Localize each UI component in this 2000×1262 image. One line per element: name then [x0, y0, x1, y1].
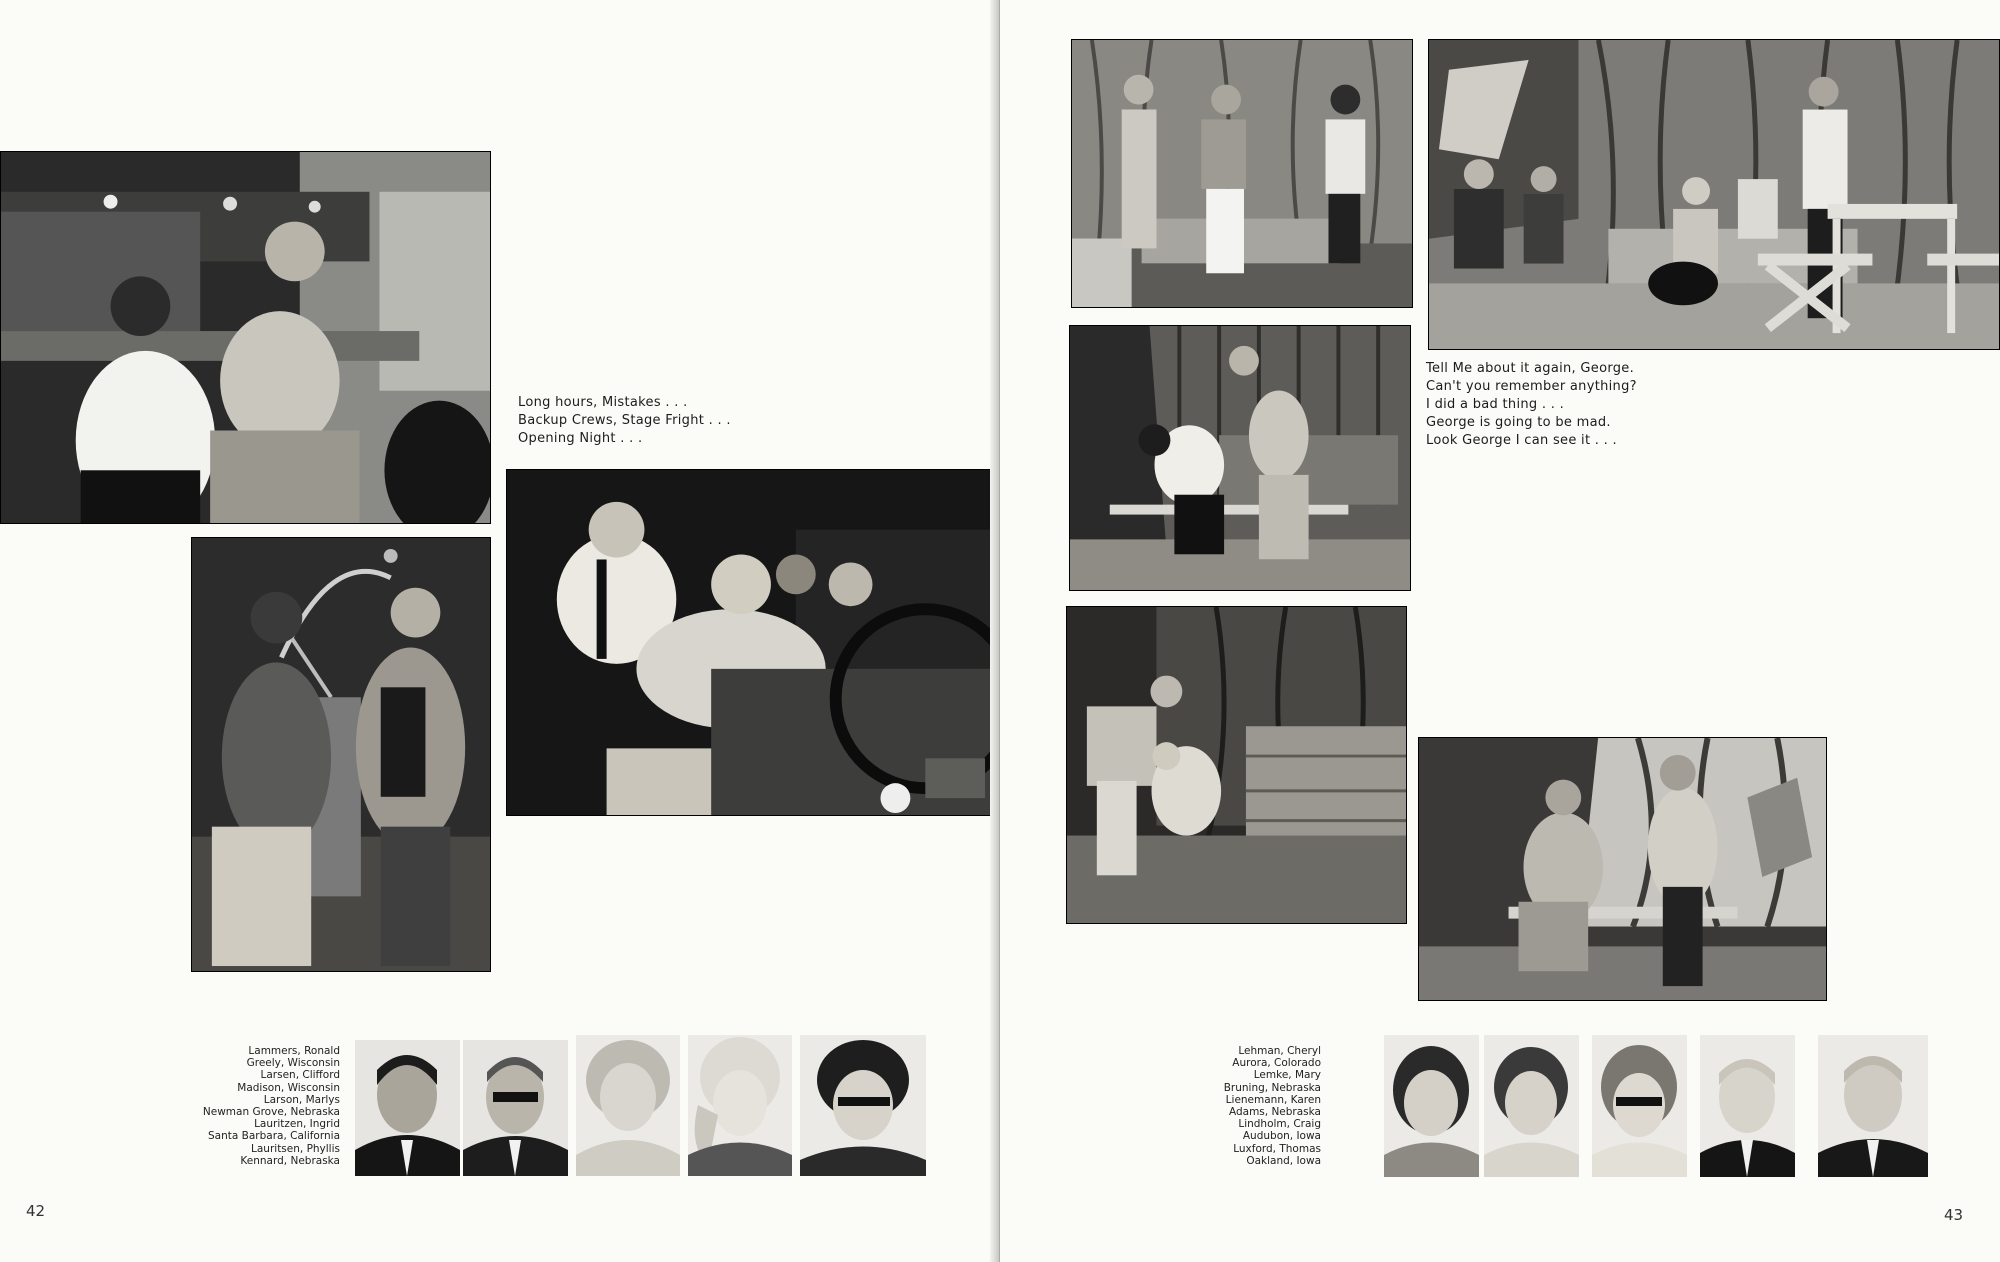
roster-line: Larsen, Clifford [260, 1069, 340, 1082]
photo-stage-two-men-bench [1418, 737, 1827, 1001]
portrait [688, 1035, 792, 1176]
right-caption [1426, 360, 1637, 450]
portrait [1818, 1035, 1928, 1177]
roster-line: Newman Grove, Nebraska [202, 1106, 340, 1119]
roster-line: Lemke, Mary [1253, 1069, 1321, 1082]
roster-line: Audubon, Iowa [1242, 1130, 1321, 1143]
photo-stage-struggle [1069, 325, 1411, 591]
roster-line: Luxford, Thomas [1233, 1142, 1321, 1155]
portrait [463, 1040, 568, 1176]
roster-line: Adams, Nebraska [1228, 1106, 1321, 1119]
roster-line: Lehman, Cheryl [1238, 1045, 1321, 1057]
roster-line: Santa Barbara, California [208, 1130, 340, 1143]
roster-line: Kennard, Nebraska [240, 1154, 340, 1167]
caption-line: Tell Me about it again, George. [1426, 361, 1635, 376]
portrait [1700, 1035, 1795, 1177]
roster-line: Madison, Wisconsin [237, 1081, 340, 1094]
roster-line: Greely, Wisconsin [246, 1057, 340, 1070]
roster-line: Lauritzen, Ingrid [254, 1118, 340, 1131]
left-caption [518, 394, 731, 448]
roster-line: Lienemann, Karen [1225, 1093, 1321, 1106]
photo-stage-woman-falling [1066, 606, 1407, 924]
caption-line: Look George I can see it . . . [1426, 433, 1617, 448]
roster-line: Bruning, Nebraska [1223, 1081, 1321, 1094]
photo-dressing-room [0, 151, 491, 524]
portrait [1384, 1035, 1479, 1177]
left-roster [203, 1045, 340, 1167]
portrait [800, 1035, 926, 1176]
photo-crew-controls [506, 469, 1000, 816]
roster-line: Lauritsen, Phyllis [251, 1142, 340, 1155]
page-number: 42 [26, 1202, 46, 1220]
right-page [1000, 0, 2000, 1262]
caption-line: Can't you remember anything? [1426, 379, 1637, 394]
roster-line: Aurora, Colorado [1232, 1057, 1321, 1070]
caption-line: I did a bad thing . . . [1426, 397, 1565, 412]
roster-line: Lammers, Ronald [248, 1045, 340, 1057]
photo-stage-three-men [1071, 39, 1413, 308]
portrait [576, 1035, 680, 1176]
caption-line: George is going to be mad. [1426, 415, 1611, 430]
page-number: 43 [1944, 1206, 1964, 1224]
caption-line: Backup Crews, Stage Fright . . . [518, 413, 731, 428]
caption-line: Long hours, Mistakes . . . [518, 395, 688, 410]
photo-stage-group-table [1428, 39, 2000, 350]
roster-line: Lindholm, Craig [1238, 1118, 1321, 1131]
photo-backstage-men [191, 537, 491, 972]
caption-line: Opening Night . . . [518, 431, 643, 446]
roster-line: Oakland, Iowa [1246, 1154, 1321, 1167]
portrait [355, 1040, 460, 1176]
roster-line: Larson, Marlys [263, 1093, 340, 1106]
portrait [1484, 1035, 1579, 1177]
right-roster [1224, 1045, 1321, 1167]
portrait [1592, 1035, 1687, 1177]
